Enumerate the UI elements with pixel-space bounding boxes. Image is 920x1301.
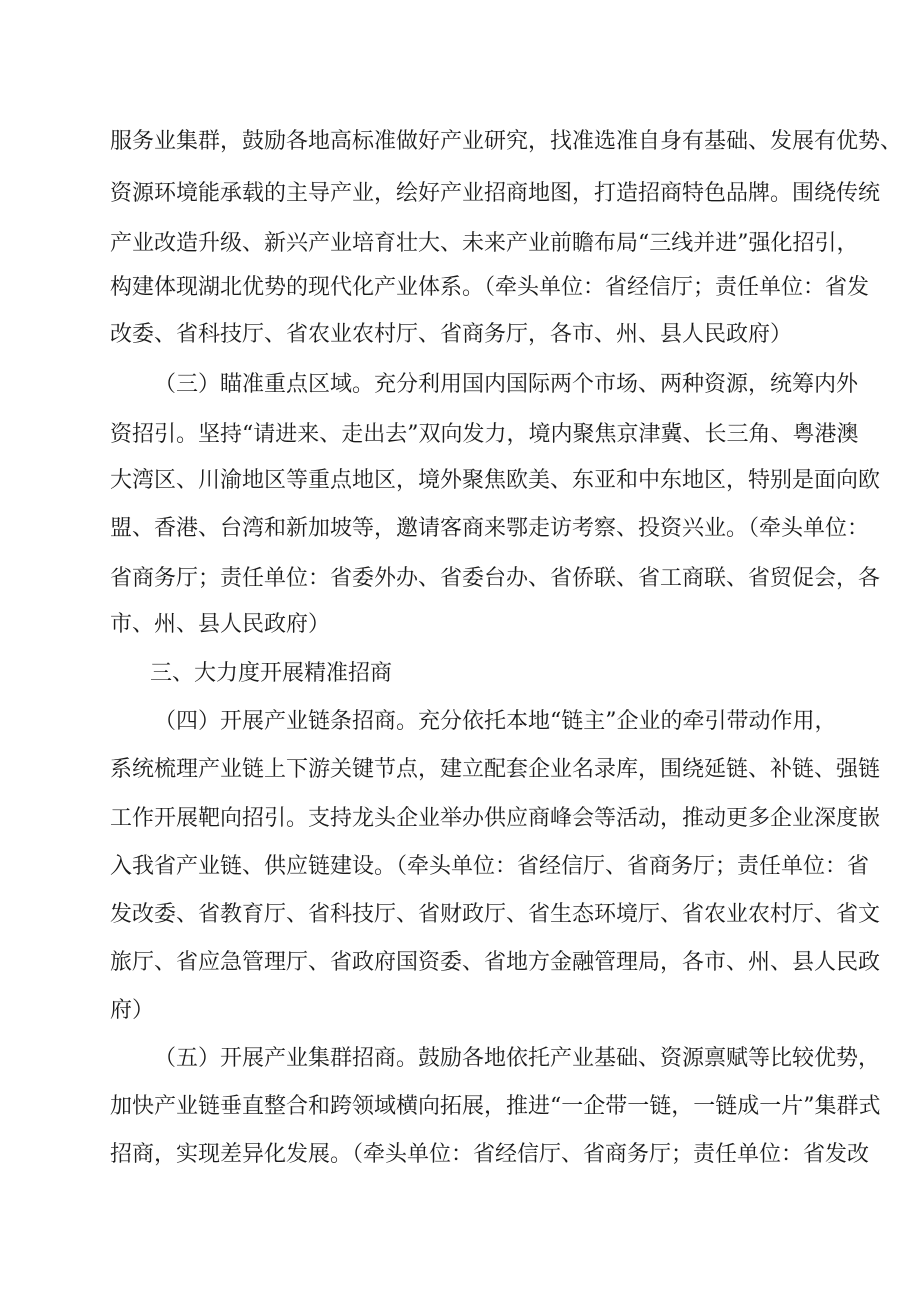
section-paragraph-start: （三）瞄准重点区域。充分利用国内国际两个市场、两种资源，统筹内外 xyxy=(154,372,859,397)
paragraph-line: 资招引。坚持“请进来、走出去”双向发力，境内聚焦京津冀、长三角、粤港澳 xyxy=(110,422,859,447)
paragraph-line: 入我省产业链、供应链建设。（牵头单位：省经信厅、省商务厅；责任单位：省 xyxy=(110,854,870,879)
paragraph-line: 资源环境能承载的主导产业，绘好产业招商地图，打造招商特色品牌。围绕传统 xyxy=(110,181,881,206)
paragraph-line: 招商，实现差异化发展。（牵头单位：省经信厅、省商务厅；责任单位：省发改 xyxy=(110,1142,870,1167)
paragraph-line: 工作开展靶向招引。支持龙头企业举办供应商峰会等活动，推动更多企业深度嵌 xyxy=(110,806,881,831)
paragraph-line: 府） xyxy=(110,998,155,1023)
paragraph-line: 构建体现湖北优势的现代化产业体系。（牵头单位：省经信厅；责任单位：省发 xyxy=(110,275,870,300)
paragraph-line: 旅厅、省应急管理厅、省政府国资委、省地方金融管理局，各市、州、县人民政 xyxy=(110,950,881,975)
paragraph-line: 服务业集群，鼓励各地高标准做好产业研究，找准选准自身有基础、发展有优势、 xyxy=(110,129,903,154)
paragraph-line: 系统梳理产业链上下游关键节点，建立配套企业名录库，围绕延链、补链、强链 xyxy=(110,757,881,782)
paragraph-line: 产业改造升级、新兴产业培育壮大、未来产业前瞻布局“三线并进”强化招引， xyxy=(110,231,859,256)
paragraph-line: 改委、省科技厅、省农业农村厅、省商务厅，各市、州、县人民政府） xyxy=(110,322,793,347)
section-paragraph-start: （四）开展产业链条招商。充分依托本地“链主”企业的牵引带动作用， xyxy=(154,709,837,734)
paragraph-line: 省商务厅；责任单位：省委外办、省委台办、省侨联、省工商联、省贸促会，各 xyxy=(110,566,881,591)
paragraph-line: 大湾区、川渝地区等重点地区，境外聚焦欧美、东亚和中东地区，特别是面向欧 xyxy=(110,468,881,493)
paragraph-line: 市、州、县人民政府） xyxy=(110,612,331,637)
paragraph-line: 盟、香港、台湾和新加坡等，邀请客商来鄂走访考察、投资兴业。（牵头单位： xyxy=(110,516,870,541)
section-heading: 三、大力度开展精准招商 xyxy=(150,661,393,686)
paragraph-line: 发改委、省教育厅、省科技厅、省财政厅、省生态环境厅、省农业农村厅、省文 xyxy=(110,902,881,927)
section-paragraph-start: （五）开展产业集群招商。鼓励各地依托产业基础、资源禀赋等比较优势， xyxy=(154,1046,881,1071)
paragraph-line: 加快产业链垂直整合和跨领域横向拓展，推进“一企带一链，一链成一片”集群式 xyxy=(110,1094,881,1119)
